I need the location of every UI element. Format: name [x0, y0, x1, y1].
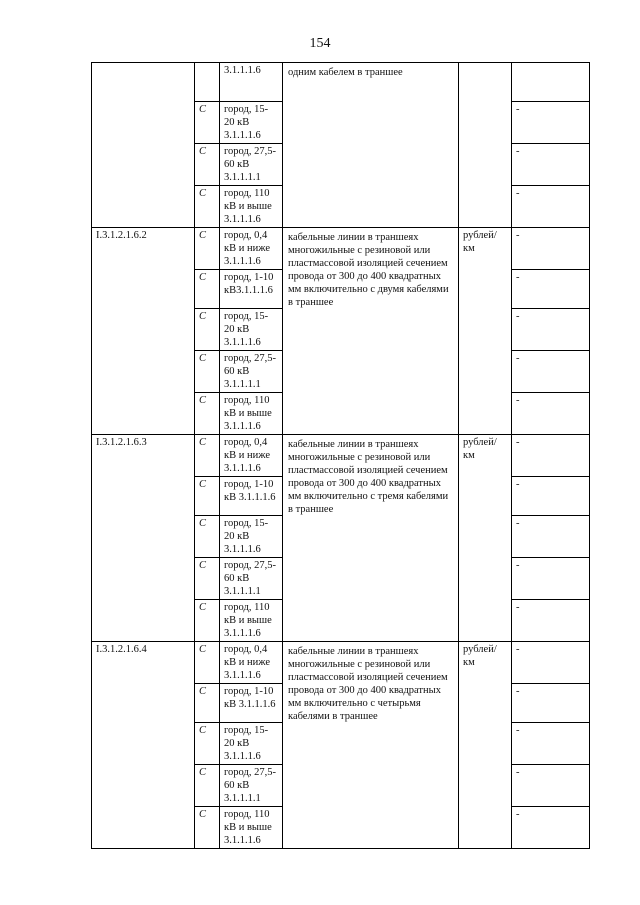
letter-cell: С: [195, 516, 220, 558]
level-cell: город, 15-20 кВ 3.1.1.1.6: [220, 102, 283, 144]
letter-cell: С: [195, 309, 220, 351]
letter-cell: С: [195, 186, 220, 228]
value-cell: -: [512, 765, 590, 807]
value-cell: -: [512, 558, 590, 600]
level-cell: город, 110 кВ и выше 3.1.1.1.6: [220, 393, 283, 435]
level-cell: город, 1-10 кВ 3.1.1.1.6: [220, 684, 283, 723]
level-cell: город, 15-20 кВ 3.1.1.1.6: [220, 309, 283, 351]
letter-cell: С: [195, 351, 220, 393]
level-cell: город, 110 кВ и выше 3.1.1.1.6: [220, 186, 283, 228]
value-cell: -: [512, 102, 590, 144]
table-row: [92, 435, 590, 477]
letter-cell: С: [195, 102, 220, 144]
value-cell: -: [512, 600, 590, 642]
level-cell: город, 27,5-60 кВ 3.1.1.1.1: [220, 558, 283, 600]
letter-cell: С: [195, 765, 220, 807]
code-cell: I.3.1.2.1.6.4: [92, 642, 195, 849]
description-cell: одним кабелем в траншее: [283, 63, 459, 228]
table-row: [92, 642, 590, 684]
value-cell: -: [512, 435, 590, 477]
level-cell: город, 110 кВ и выше 3.1.1.1.6: [220, 807, 283, 849]
level-cell: город, 0,4 кВ и ниже 3.1.1.1.6: [220, 228, 283, 270]
letter-cell: С: [195, 600, 220, 642]
unit-cell: [459, 63, 512, 228]
letter-cell: С: [195, 642, 220, 684]
level-cell: город, 15-20 кВ 3.1.1.1.6: [220, 516, 283, 558]
letter-cell: С: [195, 270, 220, 309]
level-cell: город, 27,5-60 кВ 3.1.1.1.1: [220, 351, 283, 393]
letter-cell: [195, 63, 220, 102]
value-cell: -: [512, 393, 590, 435]
level-cell: город, 0,4 кВ и ниже 3.1.1.1.6: [220, 642, 283, 684]
tariff-table: [91, 62, 590, 849]
table-row: [92, 63, 590, 102]
level-cell: город, 110 кВ и выше 3.1.1.1.6: [220, 600, 283, 642]
letter-cell: С: [195, 684, 220, 723]
level-cell: город, 27,5-60 кВ 3.1.1.1.1: [220, 144, 283, 186]
unit-cell: рублей/ км: [459, 228, 512, 435]
table-row: [92, 228, 590, 270]
value-cell: -: [512, 186, 590, 228]
letter-cell: С: [195, 558, 220, 600]
value-cell: -: [512, 642, 590, 684]
page-number: 154: [309, 36, 331, 51]
level-cell: город, 0,4 кВ и ниже 3.1.1.1.6: [220, 435, 283, 477]
code-cell: I.3.1.2.1.6.3: [92, 435, 195, 642]
letter-cell: С: [195, 228, 220, 270]
level-cell: город, 1-10 кВ3.1.1.1.6: [220, 270, 283, 309]
letter-cell: С: [195, 477, 220, 516]
letter-cell: С: [195, 723, 220, 765]
letter-cell: С: [195, 435, 220, 477]
letter-cell: С: [195, 144, 220, 186]
level-cell: город, 27,5-60 кВ 3.1.1.1.1: [220, 765, 283, 807]
unit-cell: рублей/ км: [459, 435, 512, 642]
value-cell: -: [512, 309, 590, 351]
code-cell: I.3.1.2.1.6.2: [92, 228, 195, 435]
description-cell: кабельные линии в траншеях многожильные с резиновой или пластмассовой изоляцией сечением провода от 300 до 400 квадратных мм включительно с тремя кабелями в траншее: [283, 435, 459, 642]
description-cell: кабельные линии в траншеях многожильные с резиновой или пластмассовой изоляцией сечением провода от 300 до 400 квадратных мм включительно с двумя кабелями в траншее: [283, 228, 459, 435]
value-cell: [512, 63, 590, 102]
description-cell: кабельные линии в траншеях многожильные с резиновой или пластмассовой изоляцией сечением провода от 300 до 400 квадратных мм включительно с четырьмя кабелями в траншее: [283, 642, 459, 849]
value-cell: -: [512, 270, 590, 309]
value-cell: -: [512, 477, 590, 516]
value-cell: -: [512, 723, 590, 765]
unit-cell: рублей/ км: [459, 642, 512, 849]
value-cell: -: [512, 807, 590, 849]
value-cell: -: [512, 516, 590, 558]
level-cell: город, 1-10 кВ 3.1.1.1.6: [220, 477, 283, 516]
value-cell: -: [512, 684, 590, 723]
value-cell: -: [512, 228, 590, 270]
value-cell: -: [512, 351, 590, 393]
code-cell: [92, 63, 195, 228]
letter-cell: С: [195, 393, 220, 435]
letter-cell: С: [195, 807, 220, 849]
level-cell: 3.1.1.1.6: [220, 63, 283, 102]
level-cell: город, 15-20 кВ 3.1.1.1.6: [220, 723, 283, 765]
value-cell: -: [512, 144, 590, 186]
